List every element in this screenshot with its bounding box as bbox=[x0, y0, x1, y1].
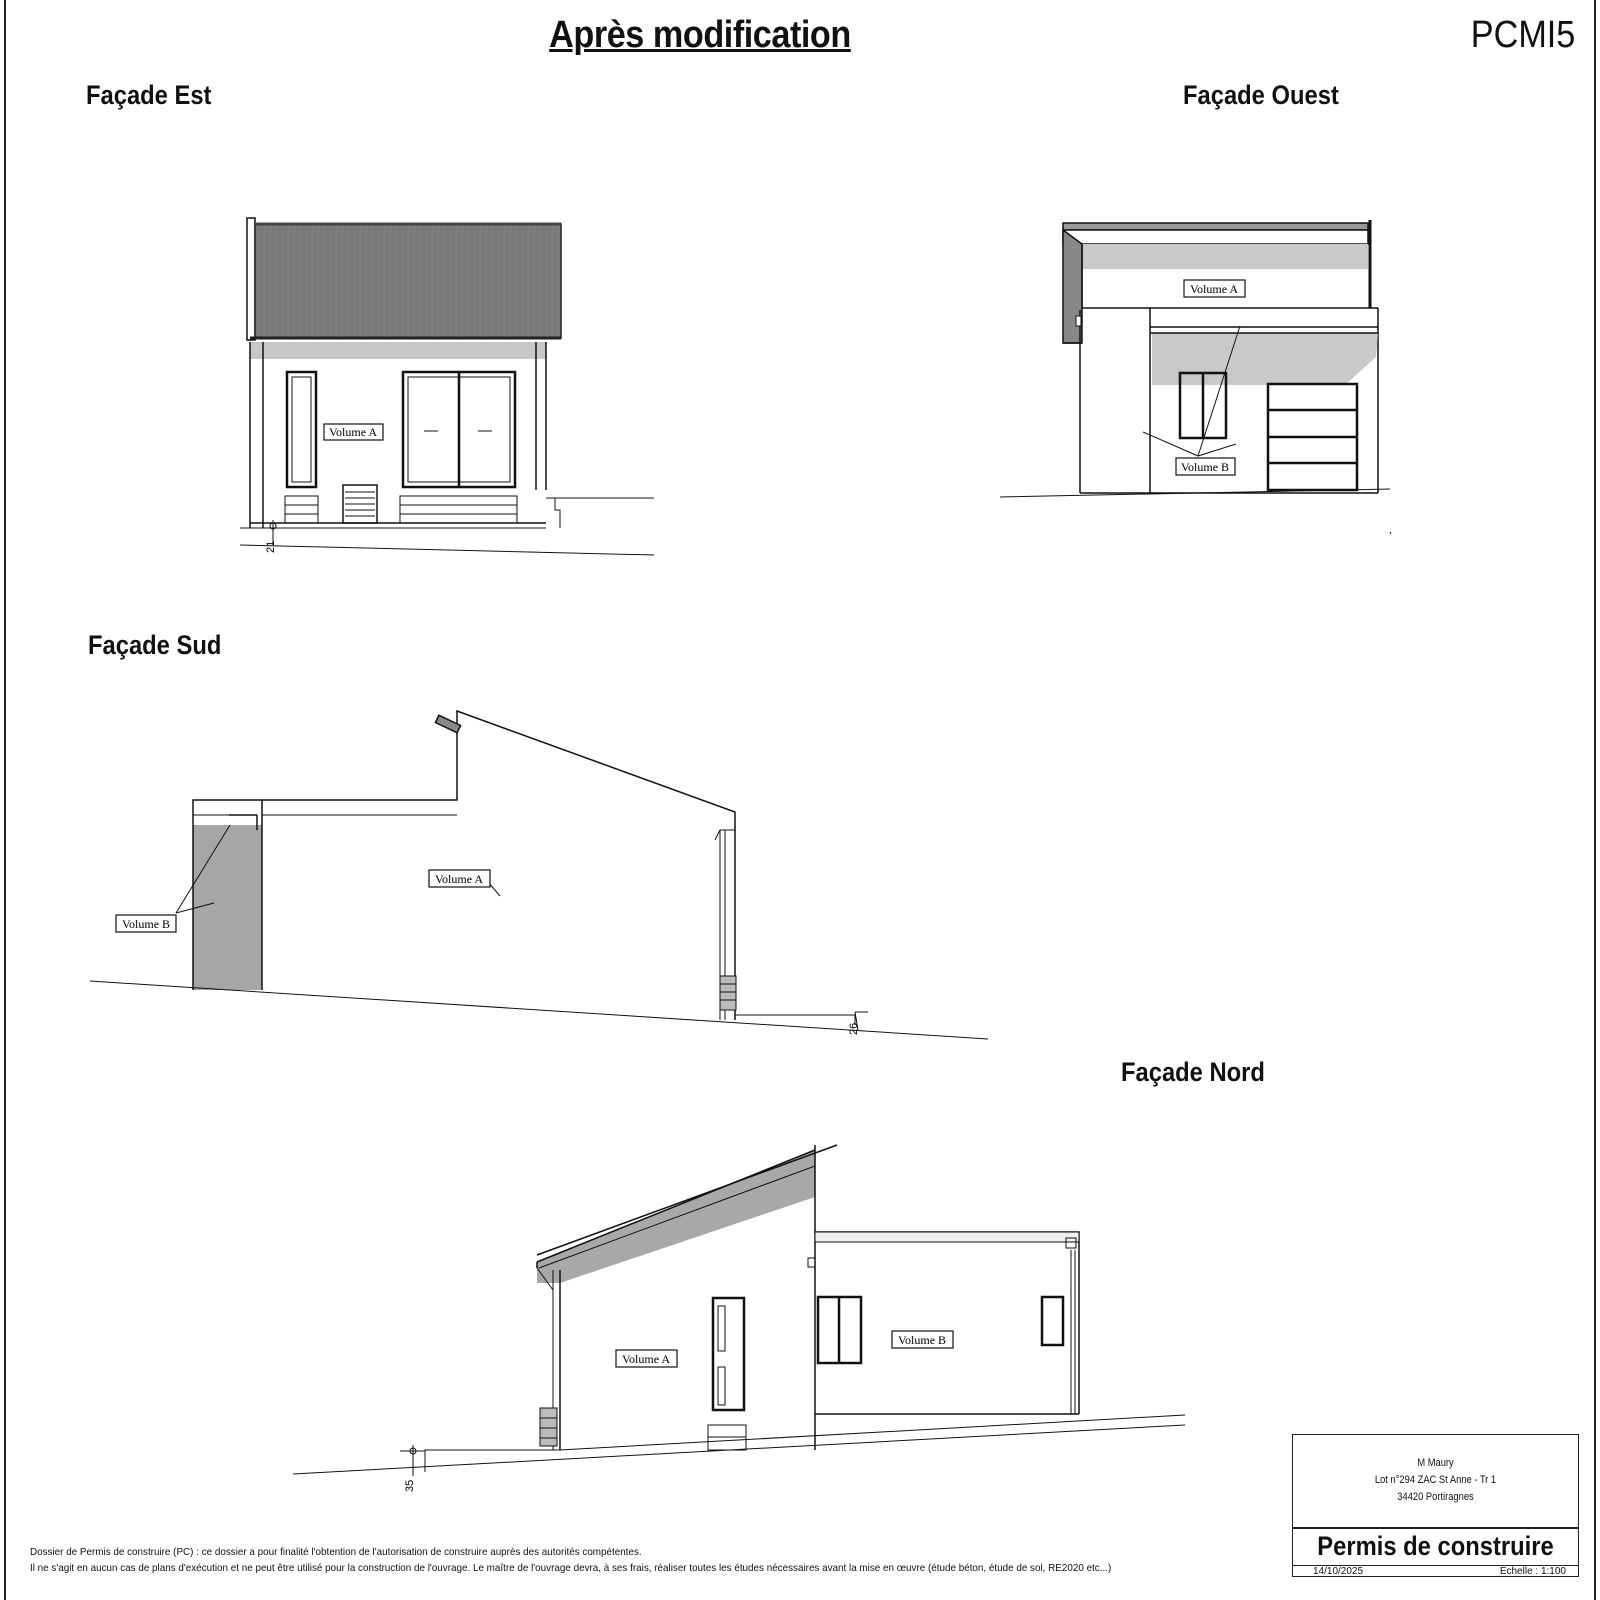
heading-facade-nord: Façade Nord bbox=[1121, 1057, 1265, 1087]
elevation-facade-sud bbox=[90, 711, 988, 1039]
elevation-facade-ouest bbox=[1000, 220, 1391, 534]
nord-dimension: 35 bbox=[404, 1479, 416, 1492]
heading-facade-ouest: Façade Ouest bbox=[1183, 80, 1339, 110]
nord-volume-a-label: Volume A bbox=[621, 1352, 671, 1366]
est-volume-a-label: Volume A bbox=[328, 425, 378, 439]
elevation-facade-est bbox=[240, 218, 654, 555]
owner-address: 34420 Portiragnes bbox=[1397, 1491, 1474, 1503]
ouest-volume-a-label: Volume A bbox=[1189, 282, 1239, 296]
title-block bbox=[1292, 1434, 1579, 1577]
title-block-owner-info bbox=[1314, 1455, 1556, 1506]
heading-facade-sud: Façade Sud bbox=[88, 630, 222, 660]
disclaimer bbox=[30, 1544, 1214, 1576]
document-name: Permis de construire bbox=[1317, 1531, 1554, 1561]
elevation-facade-nord bbox=[293, 1145, 1185, 1476]
sheet-code: PCMI5 bbox=[1470, 14, 1576, 56]
disclaimer-line-1: Dossier de Permis de construire (PC) : ce dossier a pour finalité l'obtention de l'autorisation de construire auprès des autorités compétentes. bbox=[30, 1546, 642, 1558]
sud-dimension: 26 bbox=[848, 1022, 860, 1035]
document-date: 14/10/2025 bbox=[1313, 1566, 1364, 1577]
ouest-volume-b-label: Volume B bbox=[1180, 460, 1230, 474]
est-dimension: 21 bbox=[265, 540, 277, 553]
sud-volume-a-label: Volume A bbox=[434, 872, 484, 886]
sud-volume-b-label: Volume B bbox=[121, 917, 171, 931]
heading-facade-est: Façade Est bbox=[86, 80, 212, 110]
owner-name: M Maury bbox=[1417, 1457, 1454, 1469]
document-scale: Echelle : 1:100 bbox=[1499, 1566, 1566, 1577]
owner-lot: Lot n°294 ZAC St Anne - Tr 1 bbox=[1374, 1474, 1497, 1486]
nord-volume-b-label: Volume B bbox=[897, 1333, 947, 1347]
disclaimer-line-2: Il ne s'agit en aucun cas de plans d'exécution et ne peut être utilisé pour la construction de l'ouvrage. Le maître de l'ouvrage devra, à ses frais, réaliser toutes les études nécessaires avant la mise en œuvre (étude béton, étude de sol, RE2020 etc...) bbox=[30, 1562, 1112, 1574]
page-title: Après modification bbox=[549, 14, 851, 56]
